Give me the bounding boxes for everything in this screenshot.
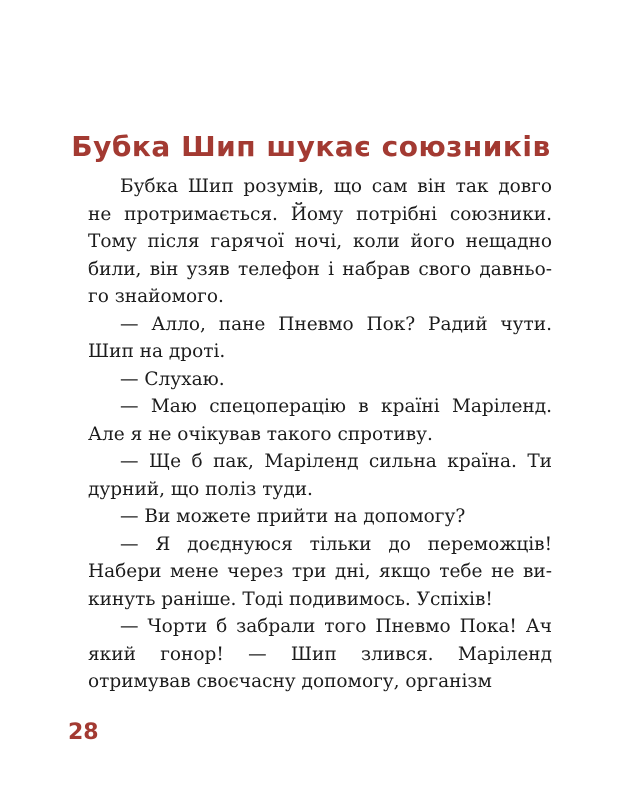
paragraph: — Маю спецоперацію в країні Маріленд. Але я не очікував такого спротиву. bbox=[88, 396, 552, 445]
paragraph: — Чорти б забрали того Пневмо Пока! Ач який гонор! — Шип злився. Маріленд отримував своєчасну допомогу, організм bbox=[88, 616, 552, 692]
paragraph: — Ще б пак, Маріленд сильна країна. Ти дурний, що поліз туди. bbox=[88, 451, 552, 500]
paragraph: — Слухаю. bbox=[120, 368, 225, 390]
paragraph: — Я доєднуюся тільки до переможців! Набери мене через три дні, якщо тебе не ви-кинуть раніше. Тоді подивимось. Успіхів! bbox=[88, 533, 552, 610]
page-number: 28 bbox=[68, 720, 99, 745]
paragraph: — Ви можете прийти на допомогу? bbox=[120, 506, 466, 527]
chapter-body bbox=[88, 173, 552, 696]
chapter-title: Бубка Шип шукає союзників bbox=[71, 129, 551, 163]
paragraph: — Алло, пане Пневмо Пок? Радий чути. Шип на дроті. bbox=[88, 313, 552, 362]
paragraph: Бубка Шип розумів, що сам він так довго не протримається. Йому потрібні союзники. Тому після гарячої ночі, коли його нещадно били, він узяв телефон і набрав свого давньо-го знайомого. bbox=[88, 176, 552, 307]
